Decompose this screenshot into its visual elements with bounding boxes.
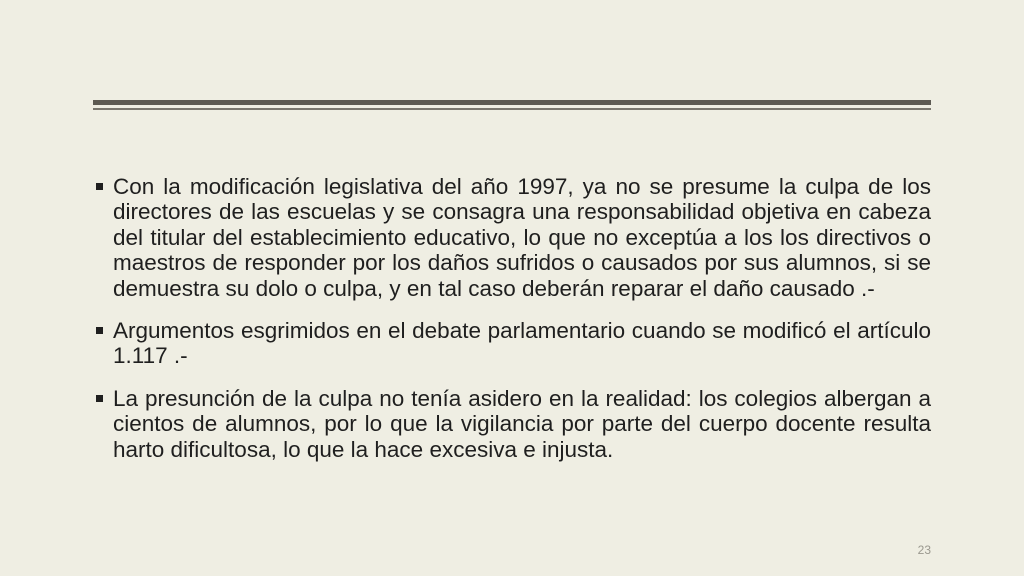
header-rule-thin (93, 108, 931, 110)
bullet-list (93, 174, 931, 479)
square-bullet-icon (93, 174, 113, 199)
bullet-item (93, 174, 931, 301)
bullet-item (93, 386, 931, 462)
page-number: 23 (917, 543, 931, 557)
square-bullet-icon (93, 318, 113, 343)
bullet-text: La presunción de la culpa no tenía asidero en la realidad: los colegios albergan a cientos de alumnos, por lo que la vigilancia por parte del cuerpo docente resulta harto dificultosa, lo que la hace excesiva e injusta. (113, 385, 931, 462)
bullet-item (93, 318, 931, 369)
square-bullet-icon (93, 386, 113, 411)
header-rule-thick (93, 100, 931, 105)
bullet-text: Argumentos esgrimidos en el debate parlamentario cuando se modificó el artículo 1.117 .- (113, 318, 931, 369)
bullet-text: Con la modificación legislativa del año 1997, ya no se presume la culpa de los directores de las escuelas y se consagra una responsabilidad objetiva en cabeza del titular del establecimiento educativo, lo que no exceptúa a los los directivos o maestros de responder por los daños sufridos o causados por sus alumnos, si se demuestra su dolo o culpa, y en tal caso deberán reparar el daño causado .- (113, 174, 931, 301)
